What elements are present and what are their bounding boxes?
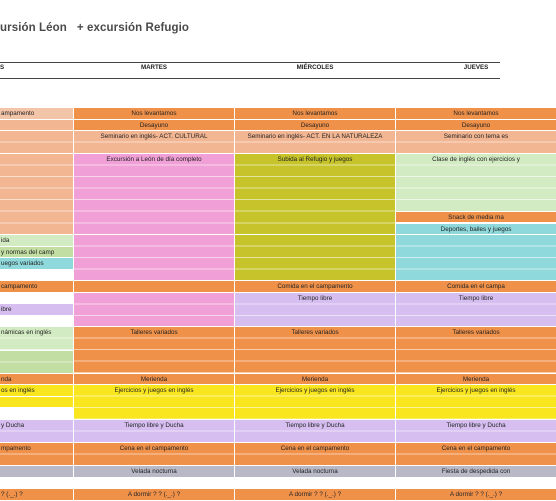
schedule-cell-lunes <box>0 281 73 293</box>
schedule-cell-jueves <box>396 281 556 293</box>
schedule-cell-jueves <box>396 374 556 386</box>
schedule-cell-martes <box>74 235 234 281</box>
schedule-cell-text: A dormir ? ? (._.) ? <box>288 491 342 499</box>
schedule-cell-lunes <box>0 247 73 259</box>
schedule-cell-miercoles <box>235 420 395 443</box>
schedule-cell-lunes <box>0 420 73 443</box>
schedule-cell-text: campamento <box>1 283 38 291</box>
schedule-cell-text: Tiempo libre y Ducha <box>124 421 184 429</box>
schedule-cell-text: Talleres variados <box>452 329 500 337</box>
schedule-cell-text: Merienda <box>140 375 168 383</box>
schedule-cell-text: Talleres variados <box>291 329 339 337</box>
schedule-cell-miercoles <box>235 154 395 235</box>
schedule-cell-martes <box>74 108 234 120</box>
schedule-cell-jueves <box>396 154 556 212</box>
schedule-cell-miercoles <box>235 131 395 154</box>
schedule-cell-text: Nos levantamos <box>292 110 338 117</box>
schedule-cell-text: ampamento <box>1 110 35 117</box>
schedule-cell-jueves <box>396 235 556 281</box>
schedule-cell-text: Cena en el campamento <box>119 444 189 452</box>
schedule-cell-martes <box>74 374 234 386</box>
schedule-cell-text: mpamento <box>1 444 31 452</box>
schedule-cell-jueves <box>396 212 556 224</box>
schedule-cell-lunes <box>0 270 73 282</box>
schedule-cell-jueves <box>396 293 556 328</box>
schedule-cell-text: Desayuno <box>461 121 491 129</box>
schedule-cell-lunes <box>0 293 73 305</box>
schedule-cell-martes <box>74 478 234 490</box>
schedule-cell-lunes <box>0 408 73 420</box>
schedule-cell-lunes <box>0 154 73 235</box>
schedule-cell-miercoles <box>235 108 395 120</box>
schedule-cell-lunes <box>0 258 73 270</box>
schedule-cell-text: Merienda <box>301 375 329 383</box>
schedule-cell-text: Tiempo libre <box>297 294 333 302</box>
schedule-cell-text: Comida en el campamento <box>277 283 353 291</box>
schedule-cell-text: nda <box>1 375 12 383</box>
schedule-cell-martes <box>74 385 234 420</box>
schedule-cell-lunes <box>0 443 73 466</box>
column-header-martes: MARTES <box>140 64 168 71</box>
schedule-cell-text: Ejercicios y juegos en inglés <box>275 387 355 395</box>
schedule-cell-text: Talleres variados <box>130 329 178 337</box>
schedule-cell-miercoles <box>235 374 395 386</box>
schedule-cell-text: A dormir ? ? (._.) ? <box>127 491 181 499</box>
schedule-cell-text: Seminario en inglés- ACT. CULTURAL <box>100 133 208 141</box>
title-part-2: + excursión Refugio <box>76 22 190 34</box>
schedule-cell-miercoles <box>235 327 395 373</box>
schedule-cell-text: y Ducha <box>1 421 25 429</box>
schedule-cell-text: Desayuno <box>139 121 169 129</box>
schedule-cell-text: Tiempo libre y Ducha <box>446 421 506 429</box>
schedule-cell-lunes <box>0 466 73 478</box>
schedule-cell-text: Velada nocturna <box>292 468 338 476</box>
schedule-cell-jueves <box>396 131 556 154</box>
schedule-cell-text: Clase de inglés con ejercicios y <box>432 156 520 164</box>
schedule-cell-jueves <box>396 466 556 478</box>
schedule-cell-lunes <box>0 316 73 328</box>
schedule-cell-lunes <box>0 489 73 501</box>
schedule-cell-lunes <box>0 131 73 154</box>
schedule-cell-text: Seminario con tema es <box>443 133 509 141</box>
schedule-cell-text: Excursión a León de día completo <box>106 156 202 164</box>
schedule-cell-jueves <box>396 489 556 501</box>
schedule-cell-jueves <box>396 327 556 373</box>
schedule-cell-jueves <box>396 478 556 490</box>
schedule-cell-lunes <box>0 351 73 374</box>
schedule-cell-text: Cena en el campamento <box>441 444 511 452</box>
schedule-cell-miercoles <box>235 120 395 132</box>
schedule-cell-lunes <box>0 120 73 132</box>
schedule-cell-text: Snack de media ma <box>448 213 504 221</box>
schedule-cell-lunes <box>0 235 73 247</box>
schedule-cell-lunes <box>0 327 73 350</box>
schedule-cell-lunes <box>0 304 73 316</box>
schedule-cell-text: Deportes, bailes y juegos <box>440 225 512 233</box>
schedule-cell-text: Tiempo libre y Ducha <box>285 421 345 429</box>
column-header-jueves: JUEVES <box>463 64 489 71</box>
schedule-cell-martes <box>74 120 234 132</box>
schedule-cell-lunes <box>0 108 73 120</box>
column-header-lunes: S <box>0 64 5 71</box>
schedule-cell-text: ibre <box>1 306 12 314</box>
schedule-cell-text: Nos levantamos <box>453 110 499 117</box>
schedule-cell-lunes <box>0 374 73 386</box>
schedule-cell-text: Comida en el campa <box>447 283 505 291</box>
schedule-cell-jueves <box>396 224 556 236</box>
schedule-cell-miercoles <box>235 443 395 466</box>
schedule-cell-text: Desayuno <box>300 121 330 129</box>
schedule-cell-lunes <box>0 385 73 397</box>
schedule-cell-martes <box>74 466 234 478</box>
schedule-cell-text: Ejercicios y juegos en inglés <box>114 387 194 395</box>
title-part-1: ursión Léon <box>0 22 67 34</box>
schedule-cell-lunes <box>0 397 73 409</box>
schedule-cell-text: os en inglés <box>1 387 35 395</box>
column-header-miercoles: MIÉRCOLES <box>296 64 334 71</box>
schedule-cell-text: y normas del camp <box>1 248 55 256</box>
schedule-cell-martes <box>74 154 234 235</box>
schedule-cell-text: Merienda <box>462 375 490 383</box>
schedule-cell-miercoles <box>235 281 395 293</box>
schedule-cell-jueves <box>396 120 556 132</box>
schedule-cell-jueves <box>396 443 556 466</box>
schedule-cell-text: Subida al Refugio y juegos <box>277 156 353 164</box>
schedule-cell-martes <box>74 293 234 328</box>
schedule-cell-miercoles <box>235 293 395 328</box>
schedule-cell-martes <box>74 327 234 373</box>
schedule-cell-miercoles <box>235 235 395 281</box>
schedule-cell-miercoles <box>235 466 395 478</box>
schedule-cell-miercoles <box>235 489 395 501</box>
schedule-cell-miercoles <box>235 478 395 490</box>
schedule-cell-jueves <box>396 385 556 420</box>
schedule-cell-text: Tiempo libre <box>458 294 494 302</box>
schedule-cell-jueves <box>396 108 556 120</box>
schedule-cell-miercoles <box>235 385 395 420</box>
schedule-cell-martes <box>74 443 234 466</box>
schedule-cell-martes <box>74 281 234 293</box>
schedule-cell-text: námicas en inglés <box>1 329 52 337</box>
schedule-cell-martes <box>74 489 234 501</box>
schedule-cell-text: Cena en el campamento <box>280 444 350 452</box>
schedule-cell-text: uegos variados <box>1 260 44 268</box>
schedule-cell-lunes <box>0 478 73 490</box>
schedule-cell-text: ida <box>1 237 10 245</box>
schedule-cell-text: Velada nocturna <box>131 468 177 476</box>
schedule-cell-martes <box>74 420 234 443</box>
schedule-cell-jueves <box>396 420 556 443</box>
schedule-cell-martes <box>74 131 234 154</box>
schedule-cell-text: ? (._.) ? <box>1 491 23 499</box>
schedule-cell-text: Fiesta de despedida con <box>441 468 511 476</box>
schedule-cell-text: Ejercicios y juegos en inglés <box>436 387 516 395</box>
schedule-cell-text: A dormir ? ? (._.) ? <box>449 491 503 499</box>
schedule-cell-text: Seminario en inglés- ACT. EN LA NATURALEZA <box>247 133 383 141</box>
schedule-cell-text: Nos levantamos <box>131 110 177 117</box>
